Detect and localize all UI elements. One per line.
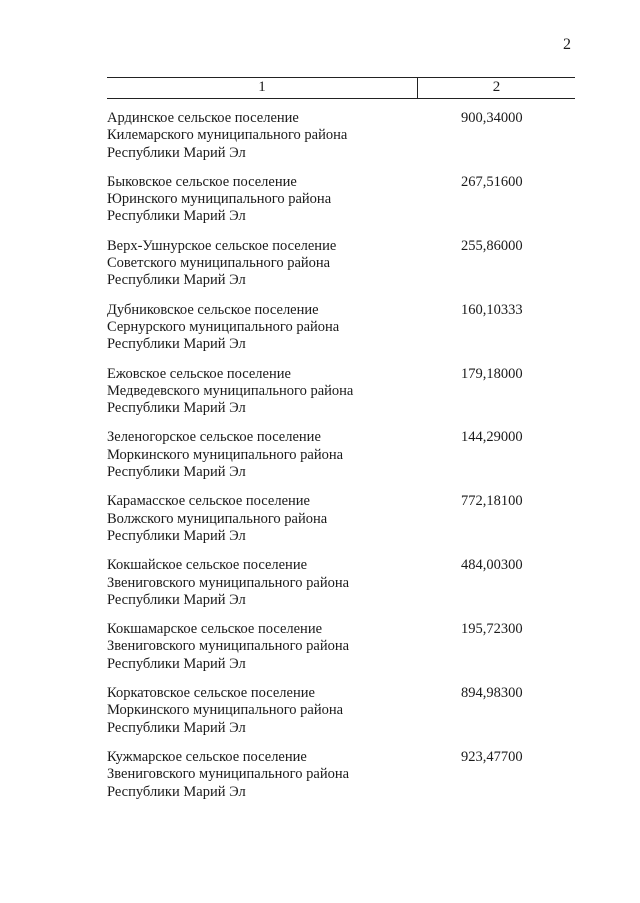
district-line: Юринского муниципального района	[107, 191, 332, 208]
settlement-name	[107, 685, 407, 737]
district-line: Звениговского муниципального района	[107, 638, 350, 655]
column-header-2: 2	[492, 79, 501, 95]
republic-line: Республики Марий Эл	[107, 591, 246, 608]
settlement-line: Быковское сельское поселение	[107, 173, 297, 190]
table-row	[107, 557, 575, 621]
table-row	[107, 110, 575, 174]
settlement-line: Ежовское сельское поселение	[107, 365, 291, 382]
settlement-name	[107, 110, 407, 162]
settlement-line: Зеленогорское сельское поселение	[107, 429, 321, 446]
settlement-line: Карамасское сельское поселение	[107, 493, 310, 510]
republic-line: Республики Марий Эл	[107, 719, 246, 736]
page-number: 2	[563, 36, 571, 53]
table-row	[107, 749, 575, 813]
settlement-name	[107, 238, 407, 290]
settlement-value: 772,18100	[461, 493, 523, 510]
settlement-line: Кокшайское сельское поселение	[107, 557, 308, 574]
district-line: Советского муниципального района	[107, 255, 331, 272]
settlement-value: 484,00300	[461, 557, 523, 574]
district-line: Моркинского муниципального района	[107, 446, 344, 463]
district-line: Килемарского муниципального района	[107, 127, 348, 144]
district-line: Сернурского муниципального района	[107, 318, 340, 335]
table-row	[107, 429, 575, 493]
settlement-line: Верх-Ушнурское сельское поселение	[107, 237, 337, 254]
district-line: Моркинского муниципального района	[107, 702, 344, 719]
district-line: Звениговского муниципального района	[107, 574, 350, 591]
republic-line: Республики Марий Эл	[107, 464, 246, 481]
settlement-name	[107, 174, 407, 226]
republic-line: Республики Марий Эл	[107, 527, 246, 544]
settlement-name	[107, 429, 407, 481]
table-row	[107, 493, 575, 557]
settlement-line: Коркатовское сельское поселение	[107, 685, 315, 702]
settlement-value: 179,18000	[461, 365, 523, 382]
settlement-line: Кужмарское сельское поселение	[107, 748, 307, 765]
settlement-value: 900,34000	[461, 110, 523, 126]
settlement-name	[107, 621, 407, 673]
settlement-name	[107, 366, 407, 418]
settlement-value: 894,98300	[461, 685, 523, 702]
settlement-name	[107, 493, 407, 545]
republic-line: Республики Марий Эл	[107, 144, 246, 161]
settlement-table	[107, 77, 575, 800]
settlement-value: 267,51600	[461, 173, 523, 190]
district-line: Медведевского муниципального района	[107, 382, 354, 399]
settlement-value: 144,29000	[461, 429, 523, 446]
table-header	[107, 77, 575, 99]
table-row	[107, 302, 575, 366]
settlement-line: Дубниковское сельское поселение	[107, 301, 319, 318]
column-header-1: 1	[258, 79, 266, 95]
republic-line: Республики Марий Эл	[107, 655, 246, 672]
republic-line: Республики Марий Эл	[107, 400, 246, 417]
republic-line: Республики Марий Эл	[107, 272, 246, 289]
table-body	[107, 110, 575, 813]
republic-line: Республики Марий Эл	[107, 783, 246, 800]
settlement-line: Ардинское сельское поселение	[107, 110, 299, 126]
district-line: Звениговского муниципального района	[107, 766, 350, 783]
table-row	[107, 685, 575, 749]
settlement-value: 255,86000	[461, 237, 523, 254]
table-row	[107, 621, 575, 685]
table-row	[107, 366, 575, 430]
table-row	[107, 174, 575, 238]
settlement-value: 195,72300	[461, 621, 523, 638]
settlement-line: Кокшамарское сельское поселение	[107, 621, 323, 638]
settlement-value: 923,47700	[461, 748, 523, 765]
settlement-name	[107, 302, 407, 354]
settlement-name	[107, 749, 407, 801]
table-row	[107, 238, 575, 302]
district-line: Волжского муниципального района	[107, 510, 328, 527]
republic-line: Республики Марий Эл	[107, 208, 246, 225]
settlement-value: 160,10333	[461, 301, 523, 318]
republic-line: Республики Марий Эл	[107, 336, 246, 353]
settlement-name	[107, 557, 407, 609]
